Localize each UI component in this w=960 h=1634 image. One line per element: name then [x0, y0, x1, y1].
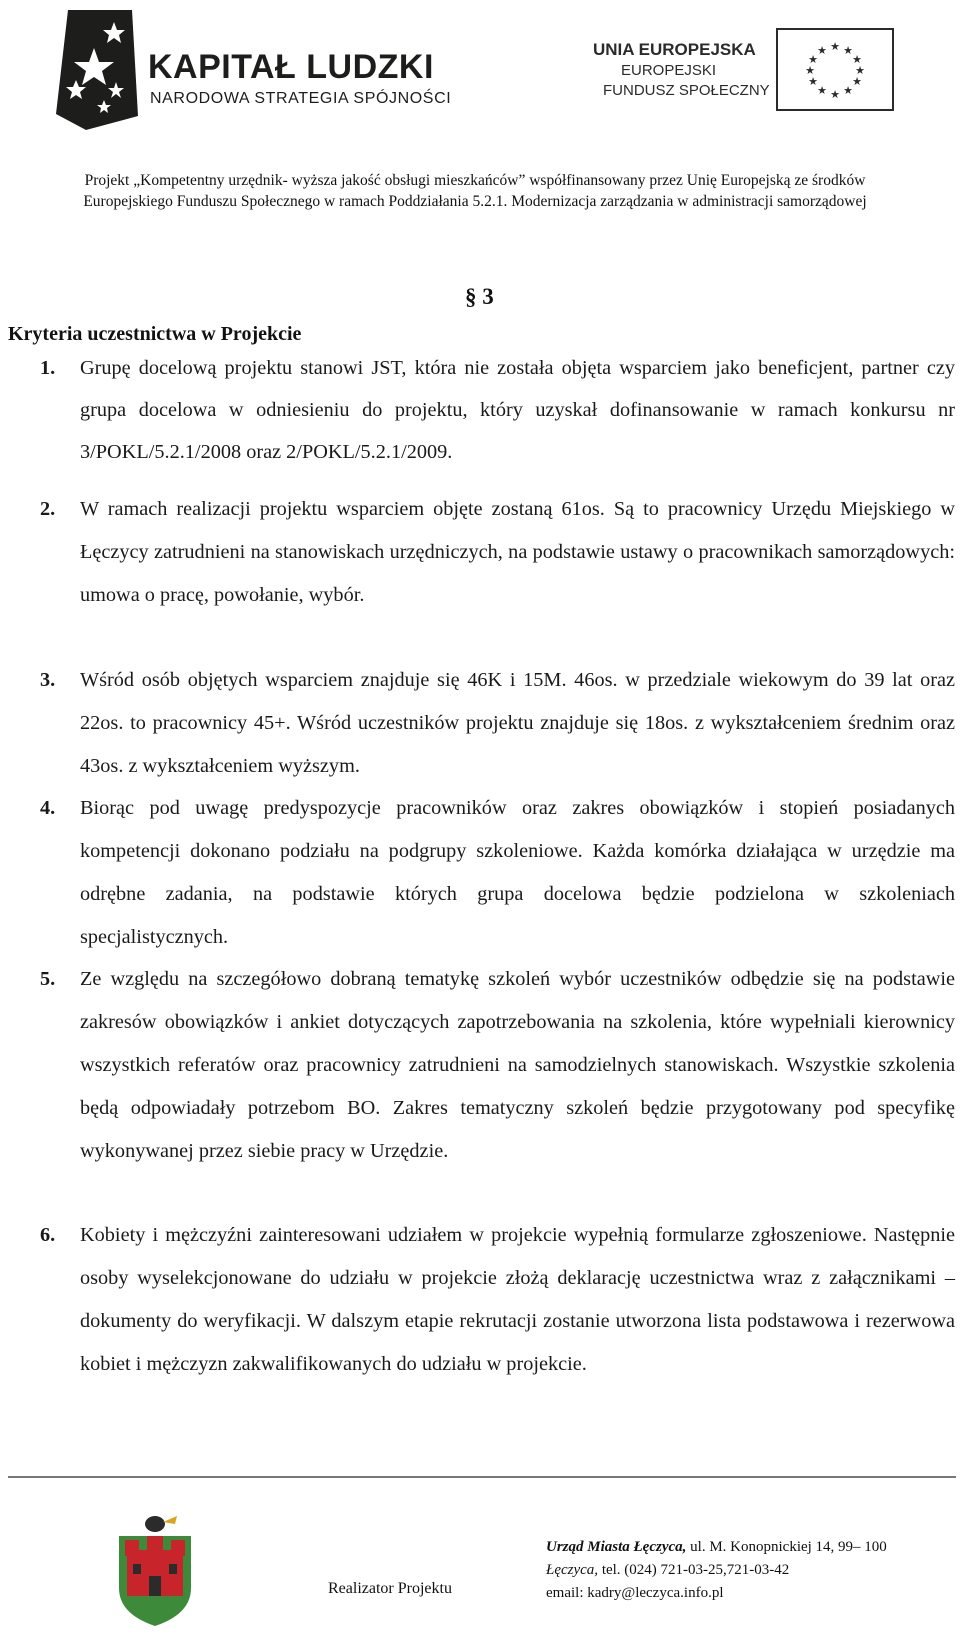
footer-city: Łęczyca, [546, 1562, 599, 1578]
list-item-text: Wśród osób objętych wsparciem znajduje się 46K i 15M. 46os. w przedziale wiekowym do 39 lat oraz 22os. to pracownicy 45+. Wśród uczestników projektu znajduje się 18os. z wykształceniem średnim oraz 43os. z wykształceniem wyższym. [80, 669, 955, 777]
list-item-text: Grupę docelową projektu stanowi JST, która nie została objęta wsparciem jako beneficjent, partner czy grupa docelowa w odniesieniu do projektu, który uzyskał dofinansowanie w ramach konkursu nr 3/POKL/5.2.1/2008 oraz 2/POKL/5.2.1/2009. [80, 357, 955, 463]
svg-text:★: ★ [852, 75, 862, 88]
list-item [40, 659, 955, 788]
eu-subtitle-2: FUNDUSZ SPOŁECZNY [603, 82, 770, 99]
list-item [40, 347, 955, 473]
list-item-text: Ze względu na szczegółowo dobraną tematykę szkoleń wybór uczestników odbędzie się na podstawie zakresów obowiązków i ankiet dotyczących zapotrzebowania na szkolenia, które wypełniali kierownicy wszystkich referatów oraz pracownicy zatrudnieni na samodzielnych stanowiskach. Wszystkie szkolenia będą odpowiadały potrzebom BO. Zakres tematyczny szkoleń będzie przygotowany pod specyfikę wykonywanej przez siebie pracy w Urzędzie. [80, 968, 955, 1162]
svg-text:★: ★ [808, 53, 818, 66]
list-item-number: 5. [40, 968, 56, 990]
svg-text:★: ★ [830, 40, 840, 53]
list-item [40, 1214, 955, 1386]
footer-contact [546, 1536, 946, 1605]
footer-office-address: ul. M. Konopnickiej 14, 99– 100 [690, 1539, 887, 1555]
eu-subtitle-1: EUROPEJSKI [621, 62, 717, 79]
eu-flag-icon [776, 28, 894, 111]
svg-text:★: ★ [817, 44, 827, 57]
svg-text:★: ★ [830, 88, 840, 101]
footer-realizator: Realizator Projektu [328, 1580, 452, 1597]
svg-text:★: ★ [843, 44, 853, 57]
list-item-number: 3. [40, 669, 56, 691]
project-info-line-2: Europejskiego Funduszu Społecznego w ramach Poddziałania 5.2.1. Modernizacja zarządzania w administracji samorządowej [83, 193, 867, 210]
list-item-text: W ramach realizacji projektu wsparciem objęte zostaną 61os. Są to pracownicy Urzędu Miejskiego w Łęczycy zatrudnieni na stanowiskach urzędniczych, na podstawie ustawy o pracownikach samorządowych: umowa o pracę, powołanie, wybór. [80, 498, 955, 606]
svg-text:★: ★ [817, 84, 827, 97]
list-item-number: 2. [40, 498, 56, 520]
footer-phone: tel. (024) 721-03-25,721-03-42 [601, 1562, 790, 1578]
list-item-text: Biorąc pod uwagę predyspozycje pracowników oraz zakres obowiązków i stopień posiadanych kompetencji dokonano podziału na podgrupy szkoleniowe. Każda komórka działająca w urzędzie ma odrębne zadania, na podstawie których grupa docelowa będzie podzielona w szkoleniach specjalistycznych. [80, 797, 955, 948]
list-item [40, 787, 955, 959]
svg-text:★: ★ [843, 84, 853, 97]
project-info-line-1: Projekt „Kompetentny urzędnik- wyższa jakość obsługi mieszkańców” współfinansowany przez Unię Europejską ze środków [84, 172, 866, 189]
footer-email: email: kadry@leczyca.info.pl [546, 1585, 724, 1601]
footer-phone-line [546, 1559, 946, 1582]
list-item-number: 1. [40, 357, 56, 379]
list-item [40, 958, 955, 1173]
section-title: Kryteria uczestnictwa w Projekcie [8, 323, 302, 345]
list-item-number: 4. [40, 797, 56, 819]
kapital-ludzki-subtitle: NARODOWA STRATEGIA SPÓJNOŚCI [150, 90, 452, 107]
footer-divider [8, 1476, 956, 1478]
project-info [30, 170, 920, 212]
svg-text:★: ★ [852, 53, 862, 66]
list-item-number: 6. [40, 1224, 56, 1246]
svg-text:★: ★ [808, 75, 818, 88]
section-mark: § 3 [465, 284, 494, 309]
svg-text:★: ★ [805, 64, 815, 77]
footer-address-line [546, 1536, 946, 1559]
eu-title: UNIA EUROPEJSKA [593, 40, 756, 59]
footer-office-name: Urząd Miasta Łęczyca, [546, 1539, 687, 1555]
svg-text:★: ★ [855, 64, 865, 77]
leczyca-coat-of-arms-icon [115, 1510, 195, 1628]
kapital-ludzki-title: KAPITAŁ LUDZKI [148, 48, 434, 86]
list-item-text: Kobiety i mężczyźni zainteresowani udziałem w projekcie wypełnią formularze zgłoszeniowe. Następnie osoby wyselekcjonowane do udziału w projekcie złożą deklarację uczestnictwa wraz z załącznikami – dokumenty do weryfikacji. W dalszym etapie rekrutacji zostanie utworzona lista podstawowa i rezerwowa kobiet i mężczyzn zakwalifikowanych do udziału w projekcie. [80, 1224, 955, 1375]
list-item [40, 488, 955, 617]
